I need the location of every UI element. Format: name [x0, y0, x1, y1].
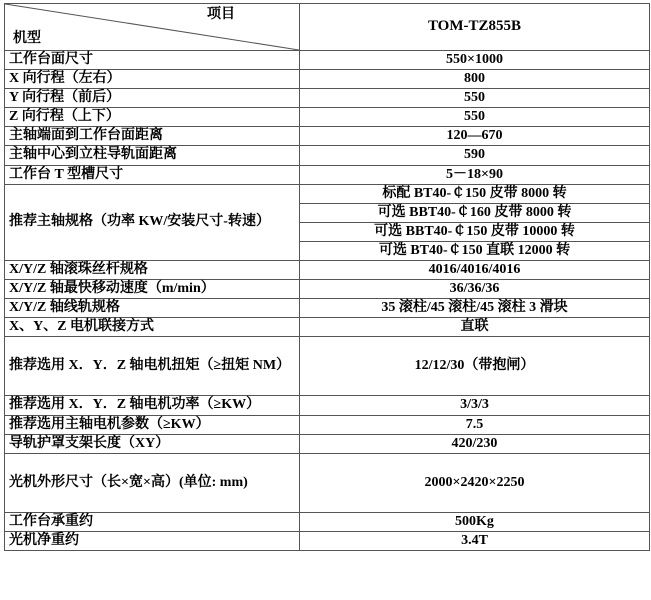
table-row: [5, 51, 650, 70]
row-value: 4016/4016/4016: [300, 261, 650, 280]
row-label: X/Y/Z 轴最快移动速度（m/min）: [5, 280, 300, 299]
spec-sheet: [0, 3, 651, 600]
table-row: [5, 127, 650, 146]
row-value: 5－18×90: [300, 165, 650, 184]
row-value: 420/230: [300, 434, 650, 453]
row-value: 120—670: [300, 127, 650, 146]
row-value-option: 可选 BBT40-￠160 皮带 8000 转: [300, 203, 650, 222]
table-row: [5, 280, 650, 299]
table-row: [5, 165, 650, 184]
diagonal-divider-icon: [5, 4, 299, 50]
model-name: TOM-TZ855B: [300, 4, 650, 51]
table-row: [5, 453, 650, 512]
row-value: 550: [300, 108, 650, 127]
table-row: [5, 70, 650, 89]
header-diagonal-cell: [5, 4, 300, 51]
row-label: 推荐选用 X．Y．Z 轴电机扭矩（≥扭矩 NM）: [5, 337, 300, 396]
row-label: 主轴端面到工作台面距离: [5, 127, 300, 146]
row-value: 直联: [300, 318, 650, 337]
table-header-row: [5, 4, 650, 51]
row-label: 光机外形尺寸（长×宽×高）(单位: mm): [5, 453, 300, 512]
table-row: [5, 299, 650, 318]
header-column-title: 项目: [207, 7, 235, 22]
header-row-title: 机型: [13, 30, 41, 46]
row-label: 导轨护罩支架长度（XY）: [5, 434, 300, 453]
row-label: 工作台面尺寸: [5, 51, 300, 70]
row-label: 推荐选用 X．Y．Z 轴电机功率（≥KW）: [5, 396, 300, 415]
row-value: 12/12/30（带抱闸）: [300, 337, 650, 396]
row-value: 550×1000: [300, 51, 650, 70]
row-label: Z 向行程（上下）: [5, 108, 300, 127]
row-value: 500Kg: [300, 512, 650, 531]
table-row: [5, 396, 650, 415]
table-row: [5, 531, 650, 550]
table-row: [5, 434, 650, 453]
row-value: 800: [300, 70, 650, 89]
row-label: X/Y/Z 轴线轨规格: [5, 299, 300, 318]
row-label: 工作台承重约: [5, 512, 300, 531]
row-value-option: 可选 BBT40-￠150 皮带 10000 转: [300, 222, 650, 241]
table-row: [5, 108, 650, 127]
row-label: 工作台 T 型槽尺寸: [5, 165, 300, 184]
table-row: [5, 89, 650, 108]
specification-table: [4, 3, 650, 551]
row-label: X 向行程（左右）: [5, 70, 300, 89]
row-label: 主轴中心到立柱导轨面距离: [5, 146, 300, 165]
row-label: 光机净重约: [5, 531, 300, 550]
table-row: [5, 415, 650, 434]
row-value: 35 滚柱/45 滚柱/45 滚柱 3 滑块: [300, 299, 650, 318]
row-value: 2000×2420×2250: [300, 453, 650, 512]
table-row: [5, 146, 650, 165]
row-value-option: 标配 BT40-￠150 皮带 8000 转: [300, 184, 650, 203]
row-value: 3.4T: [300, 531, 650, 550]
row-label: 推荐选用主轴电机参数（≥KW）: [5, 415, 300, 434]
table-row-spindle-spec: [5, 184, 650, 203]
row-label: X、Y、Z 电机联接方式: [5, 318, 300, 337]
table-row: [5, 261, 650, 280]
table-row: [5, 512, 650, 531]
row-value: 590: [300, 146, 650, 165]
table-row: [5, 318, 650, 337]
row-label: X/Y/Z 轴滚珠丝杆规格: [5, 261, 300, 280]
row-label: Y 向行程（前后）: [5, 89, 300, 108]
row-value: 550: [300, 89, 650, 108]
row-value: 7.5: [300, 415, 650, 434]
row-value-option: 可选 BT40-￠150 直联 12000 转: [300, 241, 650, 260]
row-label: 推荐主轴规格（功率 KW/安装尺寸-转速）: [5, 184, 300, 260]
row-value: 36/36/36: [300, 280, 650, 299]
table-row: [5, 337, 650, 396]
row-value: 3/3/3: [300, 396, 650, 415]
